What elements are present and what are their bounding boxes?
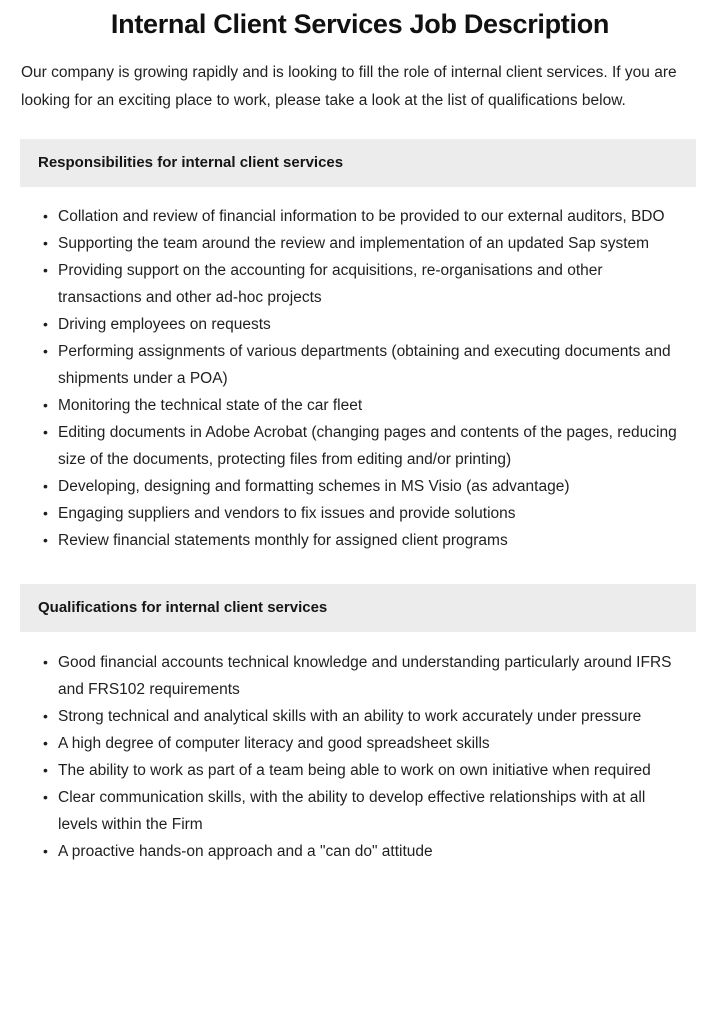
list-item: • Performing assignments of various departments (obtaining and executing documents and shipments under a POA): [0, 338, 720, 392]
page-title: Internal Client Services Job Description: [110, 9, 610, 39]
list-item: • A high degree of computer literacy and good spreadsheet skills: [0, 730, 720, 757]
qualifications-list: [0, 632, 720, 865]
list-item: • Review financial statements monthly for assigned client programs: [0, 527, 720, 554]
list-item: • Driving employees on requests: [0, 311, 720, 338]
list-item: • Engaging suppliers and vendors to fix issues and provide solutions: [0, 500, 720, 527]
qualifications-section: [0, 584, 720, 865]
list-item: • Editing documents in Adobe Acrobat (changing pages and contents of the pages, reducing size of the documents, protecting files from editing and/or printing): [0, 419, 720, 473]
list-item: • Monitoring the technical state of the car fleet: [0, 392, 720, 419]
list-item: • Supporting the team around the review and implementation of an updated Sap system: [0, 230, 720, 257]
responsibilities-section-header: Responsibilities for internal client services: [20, 139, 696, 187]
intro-paragraph: Our company is growing rapidly and is looking to fill the role of internal client services. If you are looking for an exciting place to work, please take a look at the list of qualifications below.: [21, 64, 677, 109]
list-item: • Providing support on the accounting for acquisitions, re-organisations and other transactions and other ad-hoc projects: [0, 257, 720, 311]
responsibilities-list: [0, 187, 720, 554]
responsibilities-section: [0, 139, 720, 554]
qualifications-section-header: Qualifications for internal client services: [20, 584, 696, 632]
list-item: • A proactive hands-on approach and a "can do" attitude: [0, 838, 720, 865]
list-item: • The ability to work as part of a team being able to work on own initiative when required: [0, 757, 720, 784]
list-item: • Developing, designing and formatting schemes in MS Visio (as advantage): [0, 473, 720, 500]
list-item: • Good financial accounts technical knowledge and understanding particularly around IFRS and FRS102 requirements: [0, 649, 720, 703]
list-item: • Strong technical and analytical skills with an ability to work accurately under pressure: [0, 703, 720, 730]
list-item: • Clear communication skills, with the ability to develop effective relationships with at all levels within the Firm: [0, 784, 720, 838]
list-item: • Collation and review of financial information to be provided to our external auditors, BDO: [0, 203, 720, 230]
